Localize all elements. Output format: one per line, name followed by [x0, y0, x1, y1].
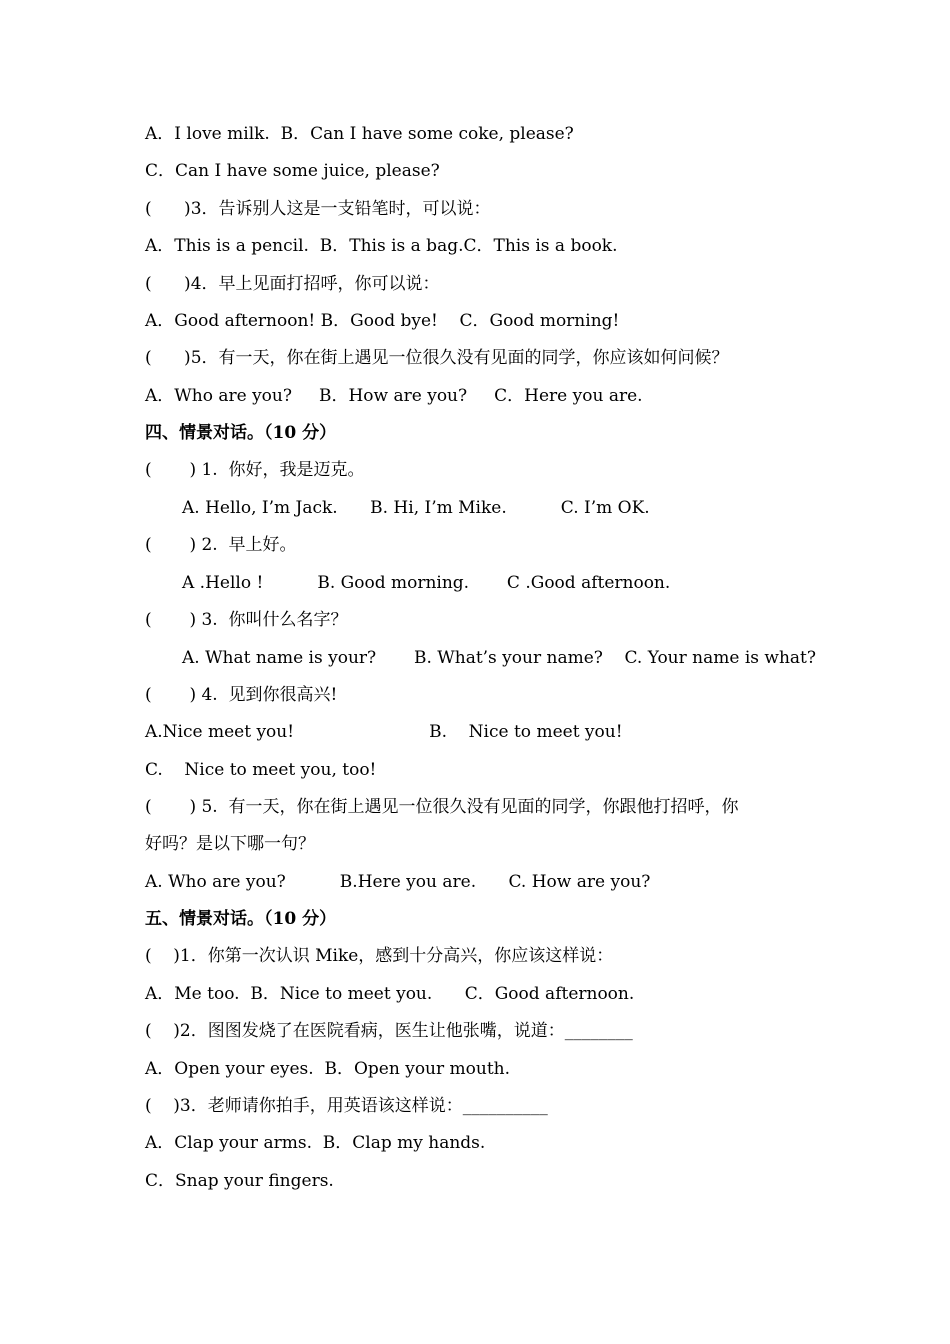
- s4-q5-question-cont: 好吗？是以下哪一句？: [145, 834, 315, 854]
- s4-q4-options-ab: A.Nice meet you! B. Nice to meet you!: [145, 722, 623, 742]
- section-4-heading: 四、情景对话。（10 分）: [145, 423, 337, 443]
- s4-q1-question: ( ) 1. 你好，我是迈克。: [145, 460, 365, 480]
- s5-q3-option-c: C．Snap your fingers.: [145, 1171, 334, 1191]
- q4-options: A．Good afternoon! B．Good bye! C．Good morning!: [145, 311, 620, 331]
- s5-q2-options: A．Open your eyes. B．Open your mouth.: [145, 1059, 511, 1079]
- s5-q3-question: ( )3．老师请你拍手，用英语该这样说：__________: [145, 1096, 548, 1116]
- s4-q2-question: ( ) 2. 早上好。: [145, 535, 297, 555]
- s5-q1-question: ( )1．你第一次认识 Mike，感到十分高兴，你应该这样说：: [145, 946, 614, 966]
- s4-q5-options: A. Who are you? B.Here you are. C. How are you?: [145, 872, 651, 892]
- s4-q4-question: ( ) 4. 见到你很高兴!: [145, 685, 338, 705]
- s4-q2-options: A .Hello ! B. Good morning. C .Good afternoon.: [182, 573, 671, 593]
- s4-q3-options: A. What name is your? B. What’s your name? C. Your name is what?: [182, 648, 816, 668]
- q3-options: A．This is a pencil. B．This is a bag.C．This is a book.: [145, 236, 618, 256]
- s4-q3-question: ( ) 3. 你叫什么名字？: [145, 610, 348, 630]
- q5-question: ( )5．有一天，你在街上遇见一位很久没有见面的同学，你应该如何问候？: [145, 348, 729, 368]
- section-5-heading: 五、情景对话。（10 分）: [145, 909, 337, 929]
- s4-q1-options: A. Hello, I’m Jack. B. Hi, I’m Mike. C. I’m OK.: [182, 498, 650, 518]
- q3-question: ( )3．告诉别人这是一支铅笔时，可以说：: [145, 199, 491, 219]
- s4-q4-option-c: C. Nice to meet you, too!: [145, 760, 377, 780]
- s5-q1-options: A．Me too. B．Nice to meet you. C．Good afternoon.: [145, 984, 635, 1004]
- q2-option-c: C．Can I have some juice, please?: [145, 161, 440, 181]
- q2-options-ab: A．I love milk. B．Can I have some coke, please?: [145, 124, 574, 144]
- s5-q3-options-ab: A．Clap your arms. B．Clap my hands.: [145, 1133, 486, 1153]
- s5-q2-question: ( )2．图图发烧了在医院看病，医生让他张嘴，说道：________: [145, 1021, 633, 1041]
- s4-q5-question: ( ) 5. 有一天，你在街上遇见一位很久没有见面的同学，你跟他打招呼，你: [145, 797, 739, 817]
- q5-options: A．Who are you? B．How are you? C．Here you are.: [145, 386, 643, 406]
- q4-question: ( )4．早上见面打招呼，你可以说：: [145, 274, 440, 294]
